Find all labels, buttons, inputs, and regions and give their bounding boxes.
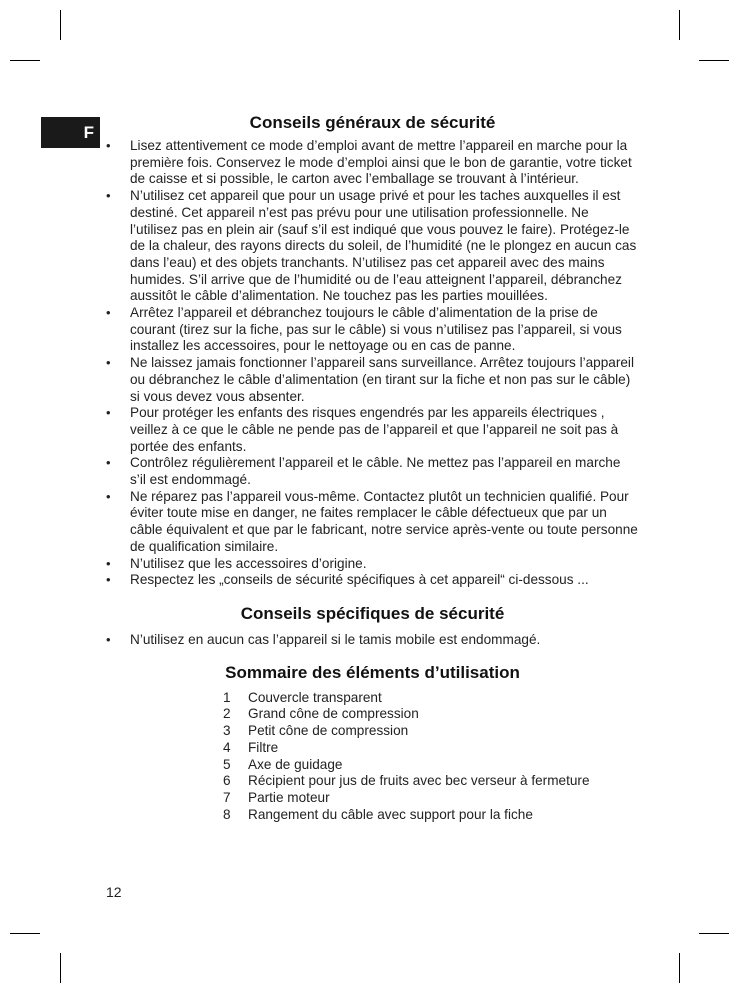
page-content <box>105 113 640 823</box>
part-number: 6 <box>223 773 231 789</box>
part-item <box>223 706 640 723</box>
crop-mark-top-left-horizontal <box>10 60 40 61</box>
general-safety-section <box>105 113 640 589</box>
list-item: • Ne laissez jamais fonctionner l’appareil sans surveillance. Arrêtez toujours l’appareil ou débranchez le câble d’alimentation (en tirant sur la fiche et non pas sur le câble) si vous devez vous absenter. <box>105 355 640 405</box>
part-number: 3 <box>223 723 231 739</box>
part-item <box>223 773 640 790</box>
part-number: 8 <box>223 806 231 822</box>
general-safety-list <box>105 138 640 589</box>
part-item <box>223 723 640 740</box>
part-number: 4 <box>223 739 231 755</box>
specific-safety-list <box>105 632 640 649</box>
part-item <box>223 690 640 707</box>
crop-mark-bottom-right-vertical <box>679 953 680 983</box>
part-label: Axe de guidage <box>248 756 343 772</box>
part-label: Grand cône de compression <box>248 706 419 722</box>
crop-mark-bottom-left-vertical <box>60 953 61 983</box>
part-item <box>223 757 640 774</box>
crop-mark-top-right-horizontal <box>699 60 729 61</box>
general-safety-title: Conseils généraux de sécurité <box>249 113 496 132</box>
part-label: Partie moteur <box>248 789 330 805</box>
part-item <box>223 740 640 757</box>
part-label: Filtre <box>248 739 279 755</box>
parts-overview-section <box>105 663 640 824</box>
crop-mark-top-left-vertical <box>60 10 61 40</box>
part-number: 1 <box>223 689 231 705</box>
parts-list <box>105 690 640 824</box>
list-item: • Pour protéger les enfants des risques engendrés par les appareils électriques , veillez à ce que le câble ne pende pas de l’appareil et que l’appareil ne soit pas à portée des enfants. <box>105 405 640 455</box>
list-item: • Ne réparez pas l’appareil vous-même. Contactez plutôt un technicien qualifié. Pour éviter toute mise en danger, ne faites remplacer le câble défectueux que par un câble équivalent et que par le fabricant, notre service après-vente ou toute personne de qualification similaire. <box>105 489 640 556</box>
specific-safety-title: Conseils spécifiques de sécurité <box>240 603 505 623</box>
part-label: Récipient pour jus de fruits avec bec verseur à fermeture <box>248 773 590 789</box>
specific-safety-section <box>105 604 640 649</box>
list-item: • Arrêtez l’appareil et débranchez toujours le câble d’alimentation de la prise de courant (tirez sur la fiche, pas sur le câble) si vous n’utilisez pas l’appareil, si vous installez les accessoires, pour le nettoyage ou en cas de panne. <box>105 305 640 355</box>
language-tab: F <box>41 117 100 148</box>
part-label: Rangement du câble avec support pour la fiche <box>248 806 533 822</box>
list-item: • N’utilisez cet appareil que pour un usage privé et pour les taches auxquelles il est destiné. Cet appareil n’est pas prévu pour une utilisation professionnelle. Ne l’utilisez pas en plein air (sauf s’il est indiqué que vous pouvez le faire). Protégez-le de la chaleur, des rayons directs du soleil, de l’humidité (ne le plongez en aucun cas dans l’eau) et des objets tranchants. N’utilisez pas cet appareil avec des mains humides. S’il arrive que de l’humidité ou de l’eau atteignent l’appareil, débranchez aussitôt le câble d’alimentation. Ne touchez pas les parties mouillées. <box>105 188 640 305</box>
list-item: • Respectez les „conseils de sécurité spécifiques à cet appareil“ ci-dessous ... <box>105 572 640 589</box>
parts-overview-title: Sommaire des éléments d’utilisation <box>225 662 520 682</box>
crop-mark-bottom-left-horizontal <box>10 933 40 934</box>
part-number: 5 <box>223 756 231 772</box>
part-item <box>223 790 640 807</box>
crop-mark-bottom-right-horizontal <box>699 933 729 934</box>
list-item: • N’utilisez que les accessoires d’origine. <box>105 556 640 573</box>
list-item: • Contrôlez régulièrement l’appareil et le câble. Ne mettez pas l’appareil en marche s’il est endommagé. <box>105 455 640 488</box>
part-number: 7 <box>223 789 231 805</box>
part-label: Petit cône de compression <box>248 723 409 739</box>
part-number: 2 <box>223 706 231 722</box>
crop-mark-top-right-vertical <box>679 10 680 40</box>
part-item <box>223 807 640 824</box>
page-number: 12 <box>106 884 122 900</box>
list-item: • Lisez attentivement ce mode d’emploi avant de mettre l’appareil en marche pour la première fois. Conservez le mode d’emploi ainsi que le bon de garantie, votre ticket de caisse et si possible, le carton avec l’emballage se trouvant à l’intérieur. <box>105 138 640 188</box>
list-item: • N’utilisez en aucun cas l’appareil si le tamis mobile est endommagé. <box>105 632 640 649</box>
part-label: Couvercle transparent <box>248 689 382 705</box>
